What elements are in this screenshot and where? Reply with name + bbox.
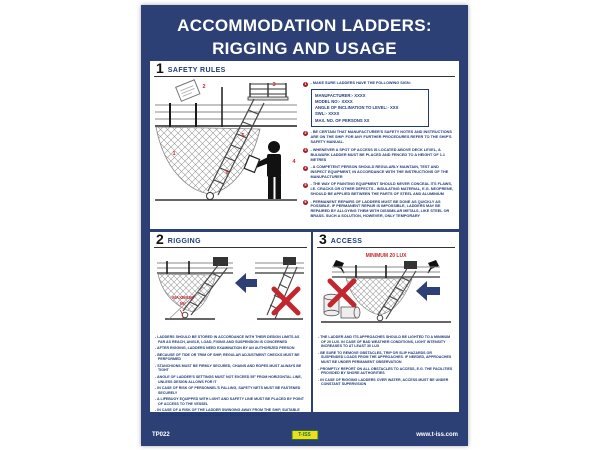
max-angle-value: 55° <box>179 301 187 306</box>
poster-title <box>141 14 468 60</box>
rule-number-badge: 6 <box>304 200 307 205</box>
section-rigging <box>150 231 311 417</box>
correct-rigging-graphic <box>157 257 233 319</box>
rule-text: - BE CERTAIN THAT MANUFACTURER'S SAFETY NOTES AND INSTRUCTIONS ARE ON THE SHIP. FOR ANY FURTHER PROCEDURES REFER TO THE SHIP'S SAFETY MANUAL. <box>310 130 452 145</box>
rule-text: - WHENEVER A SPOT OF ACCESS IS LOCATED ABOVE DECK LEVEL, A BULWARK LADDER MUST BE PLACED AND FENCED TO A HEIGHT OF 1.1 METRES <box>310 147 446 162</box>
rigging-illustration <box>153 249 308 333</box>
deck-railing-graphic <box>155 87 297 127</box>
access-bullets <box>318 335 454 387</box>
rule-item <box>303 182 454 197</box>
safety-rules-header <box>154 61 455 77</box>
section-number: 1 <box>156 60 164 76</box>
bullet-item: - ANGLE OF LADDER'S SETTINGS MUST NOT EXCEED 55° FROM HORIZONTAL LINE, UNLESS DESIGN ALLOWS FOR IT <box>155 374 302 384</box>
section-number: 3 <box>319 231 327 247</box>
rule-item <box>303 200 454 220</box>
figure-callout-4: 4 <box>292 159 296 165</box>
rule-item <box>303 130 454 145</box>
safety-poster <box>141 5 468 446</box>
ladder-inspection-illustration <box>150 77 302 209</box>
rule-number-badge: 1 <box>304 81 307 86</box>
blue-arrow-icon <box>235 273 257 293</box>
section-heading: RIGGING <box>167 238 201 245</box>
lux-label: MINIMUM 20 LUX <box>365 253 407 259</box>
manufacturer-sign <box>311 89 429 127</box>
bullet-item: - AFTER RIGGING, LADDERS NEED EXAMINATION BY AN AUTHORIZED PERSON <box>155 346 295 351</box>
rule-text: - THE WAY OF PAINTING EQUIPMENT SHOULD NEVER CONCEAL ITS FLAWS, I.E. CRACKS OR OTHER DEFECTS - INSULATING MATERIAL, E.G. NEOPRENE, SHOULD BE APPLIED BETWEEN THE PARTS OF STEEL AND ALUMINIUM <box>310 182 454 197</box>
ladder-roller-graphic <box>207 193 214 200</box>
rule-number-badge: 5 <box>304 182 307 187</box>
bullet-item: - STANCHIONS MUST BE FIRMLY SECURED, CHAINS AND ROPES MUST ALWAYS BE TIGHT <box>155 363 302 373</box>
section-safety-rules <box>150 61 459 229</box>
rigging-bullets <box>155 335 306 418</box>
sign-line: MAX. NO. OF PERSONS XX <box>315 117 370 123</box>
rule-number-badge: 2 <box>304 130 307 135</box>
bullet-item: - LADDERS SHOULD BE STORED IN ACCORDANCE WITH THEIR DESIGN LIMITS AS FAR AS REACH, ANGLE, LOAD, FIXING AND SUSPENSION IS CONCERNED <box>155 335 300 344</box>
access-header <box>317 232 455 248</box>
rule-text: - PERMANENT REPAIRS OF LADDERS MUST BE DONE AS QUICKLY AS POSSIBLE. IF PERMANENT REPAIR IS IMPOSSIBLE, LADDERS MAY BE REPAIRED BY ALLOYING THEM WITH DISSIMILAR METALS, LIKE STEEL OR BRASS. SUCH A SOLUTION, HOWEVER, ONLY TEMPORARY <box>310 199 450 219</box>
rigging-header <box>154 232 307 248</box>
rule-text: - A COMPETENT PERSON SHOULD REGULARLY MAINTAIN, TEST AND INSPECT EQUIPMENT, IN ACCORDANCE WITH THE INSTRUCTIONS OF THE MANUFACTURER <box>310 165 449 179</box>
section-number: 2 <box>156 231 164 247</box>
bullet-item: - IN CASE OF RIGGING LADDERS OVER WATER, ACCESS MUST BE UNDER CONSTANT SUPERVISION <box>318 377 449 387</box>
max-angle-label: MAXIMUM <box>172 295 194 300</box>
figure-callout-6: 6 <box>225 170 229 176</box>
upper-platform-graphic <box>248 83 288 100</box>
safety-rules-figure <box>150 77 302 222</box>
sign-line: MODEL NO:- XXXX <box>315 98 353 104</box>
section-heading: ACCESS <box>330 238 363 245</box>
rule-number-badge: 4 <box>304 165 307 170</box>
brand-logo: T-ISS <box>291 430 318 440</box>
figure-callout-1: 1 <box>172 151 176 157</box>
bullet-item: - THE LADDER AND ITS APPROACHES SHOULD BE LIGHTED TO A MINIMUM OF 20 LUX. IN CASE OF BAD WEATHER CONDITIONS, LIGHT INTENSITY INCREASES TO AT LEAST 30 LUX <box>318 335 451 349</box>
safety-rules-list <box>302 77 459 222</box>
bullet-item: - PROMPTLY REPORT ON ALL OBSTACLES TO ACCESS, E.G. THE FACILITIES PROVIDED BY SHORE AUTHORITIES <box>318 366 453 376</box>
sign-line: ANGLE OF INCLINATION TO LEVEL:- XXX <box>315 105 399 111</box>
figure-callout-5: 5 <box>241 133 245 139</box>
rule-number-badge: 3 <box>304 148 307 153</box>
section-access <box>313 232 459 412</box>
rule-item <box>303 81 454 87</box>
website-url: www.t-iss.com <box>416 432 458 438</box>
figure-callout-3: 3 <box>272 82 276 88</box>
bullet-item: - IN CASE OF A RISK OF THE LADDER SWINGING AWAY FROM THE SHIP, SUITABLE WAYS OF SECURING AND FASTENING IT SHOULD BE APPLIED <box>155 408 300 417</box>
poster-code: TP022 <box>152 432 170 438</box>
rule-item <box>303 165 454 180</box>
warning-sign-graphic <box>176 80 200 101</box>
section-heading: SAFETY RULES <box>167 67 226 74</box>
rule-text: - MAKE SURE LADDERS HAVE THE FOLLOWING SIGN: <box>310 81 411 85</box>
poster-title-line2: RIGGING AND USAGE <box>212 39 397 58</box>
bullet-item: - IN CASE OF RISK OF PERSONNEL'S FALLING, SAFETY NETS MUST BE FASTENED SECURELY <box>155 386 301 395</box>
poster-title-line1: ACCOMMODATION LADDERS: <box>177 16 432 35</box>
bullet-item: - BECAUSE OF TIDE OR TRIM OF SHIP, REGULAR ADJUSTMENT CHECKS MUST BE PERFORMED <box>155 352 300 362</box>
sign-line: SWL:- XXXX <box>315 111 340 117</box>
figure-callout-2: 2 <box>202 84 206 90</box>
access-illustration <box>316 249 456 333</box>
red-cross-icon <box>330 281 354 305</box>
bullet-item: - BE SURE TO REMOVE OBSTACLES, TRIP OR SLIP HAZARDS OR SUSPENDED LOADS FROM THE APPROACHES. IF NEEDED, APPROACHES MUST BE UNDER PERMANENT OBSERVATION <box>318 350 452 365</box>
rule-item <box>303 148 454 163</box>
blue-arrow-icon <box>416 281 440 301</box>
sign-line: MANUFACTURER:- XXXX <box>315 92 366 98</box>
bullet-item: - A LIFEBUOY EQUIPPED WITH LIGHT AND SAFETY LINE MUST BE PLACED BY POINT OF ACCESS TO THE VESSEL <box>155 397 304 406</box>
